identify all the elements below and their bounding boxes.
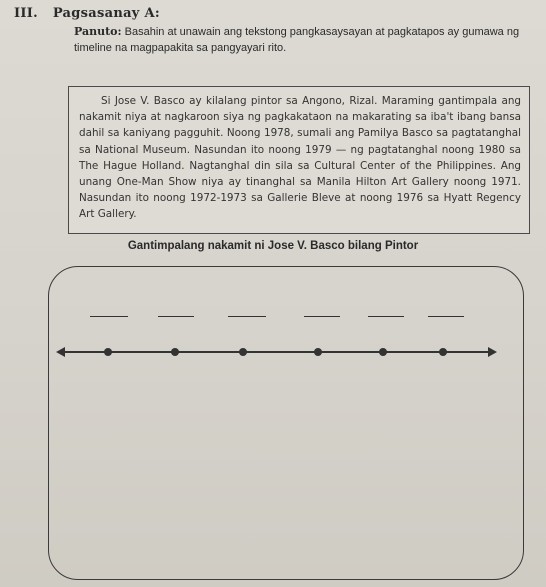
answer-blank-6[interactable] — [428, 316, 464, 317]
timeline-point-2 — [171, 348, 179, 356]
answer-blank-1[interactable] — [90, 316, 128, 317]
answer-blank-4[interactable] — [304, 316, 340, 317]
timeline-title: Gantimpalang nakamit ni Jose V. Basco bilang Pintor — [127, 240, 419, 252]
timeline-axis — [60, 351, 488, 353]
instructions — [74, 24, 534, 56]
section-heading — [14, 6, 160, 21]
answer-blank-3[interactable] — [228, 316, 266, 317]
passage — [79, 93, 521, 223]
section-title: Pagsasanay A: — [52, 6, 160, 21]
answer-blank-5[interactable] — [368, 316, 404, 317]
passage-box — [68, 86, 530, 234]
timeline-box — [48, 266, 524, 580]
timeline-point-4 — [314, 348, 322, 356]
instructions-text: Basahin at unawain ang tekstong pangkasaysayan at pagkatapos ay gumawa ng timeline na magpapakita sa pangyayari rito. — [74, 26, 520, 54]
arrow-right-icon — [488, 347, 497, 357]
timeline-point-6 — [439, 348, 447, 356]
timeline-point-5 — [379, 348, 387, 356]
arrow-left-icon — [56, 347, 65, 357]
section-number: III. — [14, 6, 38, 21]
timeline-point-3 — [239, 348, 247, 356]
passage-text: Si Jose V. Basco ay kilalang pintor sa Angono, Rizal. Maraming gantimpala ang nakamit niya at nagkaroon siya ng pagkakataon na makarating sa iba't ibang bansa dahil sa kaniyang pagguhit. Noong 1978, sumali ang Pamilya Basco sa pagtatanghal sa National Museum. Nasundan ito noong 1979 — ng pagtatanghal noong 1980 sa The Hague Holland. Nagtanghal din sila sa Cultural Center of the Philippines. Ang unang One-Man Show niya ay tinanghal sa Manila Hilton Art Gallery noong 1971. Nasundan ito noong 1972-1973 sa Gallerie Bleve at noong 1976 sa Hyatt Regency Art Gallery. — [79, 95, 521, 221]
answer-blank-2[interactable] — [158, 316, 194, 317]
instructions-label: Panuto: — [74, 25, 122, 38]
timeline-point-1 — [104, 348, 112, 356]
